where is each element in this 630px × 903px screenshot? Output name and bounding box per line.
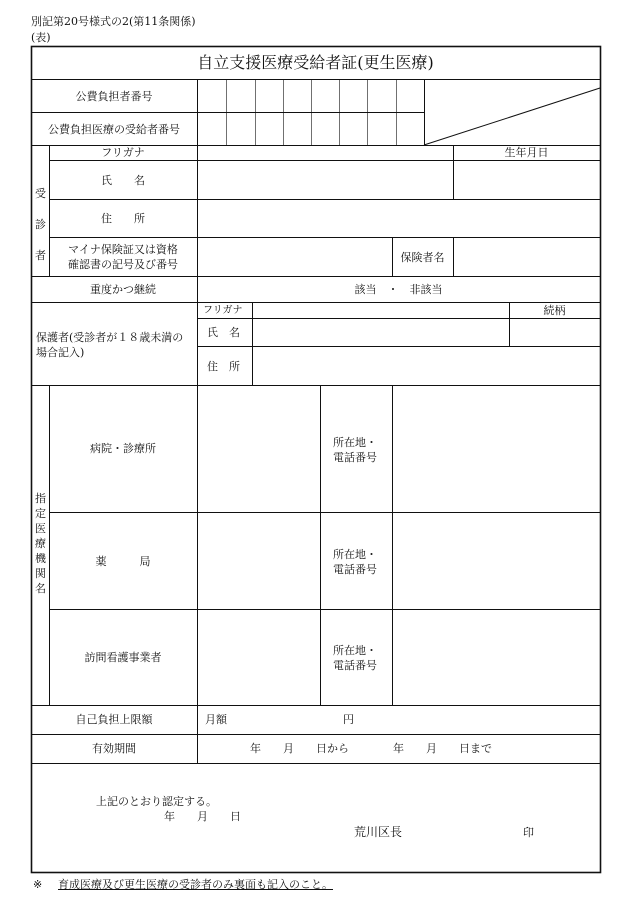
form-title: 自立支援医療受給者証(更生医療) [197, 53, 434, 72]
location-phone-label: 所在地・ [333, 644, 377, 657]
copay-limit-label: 自己負担上限額 [75, 713, 153, 726]
location-phone-label: 電話番号 [333, 659, 377, 672]
facility-group-char: 指 [35, 492, 46, 505]
guardian-name-label: 氏 名 [207, 326, 240, 339]
footer-mark: ※ [33, 878, 43, 891]
validity-label: 有効期間 [92, 742, 136, 755]
location-phone-label: 所在地・ [333, 436, 377, 449]
relationship-label: 続柄 [543, 304, 566, 317]
certification-date: 年 月 日 [164, 810, 241, 823]
guardian-label: 保護者(受診者が１８歳未満の [36, 331, 184, 344]
validity-period: 年 月 日から 年 月 日まで [250, 742, 492, 755]
seal-mark: 印 [523, 826, 534, 839]
severe-continuous-label: 重度かつ継続 [90, 283, 156, 296]
patient-group-char: 受 [35, 187, 46, 200]
visiting-nursing-label: 訪問看護事業者 [84, 651, 162, 664]
patient-address-label: 住 所 [101, 212, 145, 225]
guardian-address-label: 住 所 [207, 360, 240, 373]
insurance-number-label: マイナ保険証又は資格 [68, 243, 178, 256]
facility-group-char: 医 [35, 522, 46, 535]
facility-group-char: 関 [35, 567, 46, 580]
severe-continuous-options: 該当 ・ 非該当 [354, 283, 443, 296]
furigana-label: フリガナ [101, 146, 145, 159]
facility-group-char: 名 [35, 582, 46, 595]
facility-group-char: 療 [35, 537, 46, 550]
patient-group-char: 診 [35, 218, 46, 231]
insurer-name-label: 保険者名 [400, 251, 445, 264]
public-payer-number-label: 公費負担者番号 [75, 90, 153, 103]
monthly-label: 月額 [205, 713, 227, 726]
insurance-number-label: 確認書の記号及び番号 [68, 258, 178, 271]
yen-label: 円 [343, 713, 354, 726]
birth-date-label: 生年月日 [504, 146, 549, 159]
hospital-label: 病院・診療所 [90, 442, 156, 455]
facility-group-char: 機 [35, 552, 46, 565]
form-side-label: (表) [31, 31, 51, 44]
pharmacy-label: 薬 局 [95, 555, 151, 568]
footer-note: 育成医療及び更生医療の受診者のみ裏面も記入のこと。 [58, 878, 333, 891]
patient-group-char: 者 [35, 249, 46, 262]
issuing-authority: 荒川区長 [354, 825, 403, 839]
facility-group-char: 定 [35, 507, 46, 520]
recipient-number-label: 公費負担医療の受給者番号 [48, 123, 180, 136]
location-phone-label: 電話番号 [333, 451, 377, 464]
patient-name-label: 氏 名 [101, 174, 145, 187]
certification-statement: 上記のとおり認定する。 [96, 795, 217, 808]
guardian-label: 場合記入) [36, 346, 85, 359]
guardian-furigana-label: フリガナ [203, 305, 243, 316]
location-phone-label: 所在地・ [333, 548, 377, 561]
location-phone-label: 電話番号 [333, 563, 377, 576]
form-reference: 別記第20号様式の2(第11条関係) [31, 15, 196, 28]
